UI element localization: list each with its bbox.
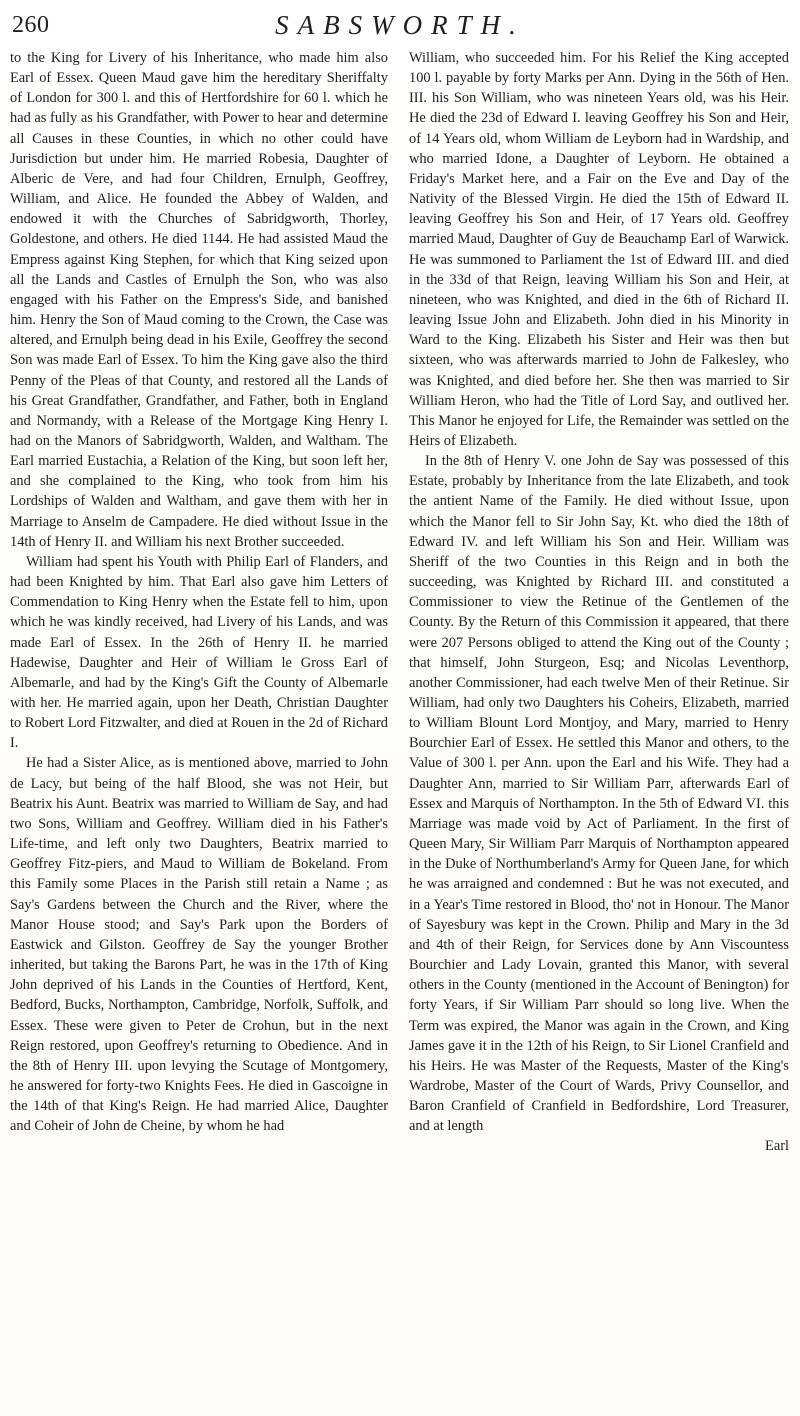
- running-head: SABSWORTH.: [275, 10, 525, 40]
- catchword: Earl: [765, 1138, 789, 1155]
- page-number: 260: [12, 12, 50, 38]
- right-paragraph-1: William, who succeeded him. For his Relief the King accepted 100 l. payable by forty Marks per Ann. Dying in the 56th of Hen. III. his Son William, who was nineteen Years old, was his Heir. He died the 23d of Edward I. leaving Geoffrey his Son and Heir, of 14 Years old, whom William de Leyborn had in Wardship, and who married Idone, a Daughter of Leyborn. He obtained a Friday's Market here, and a Fair on the Eve and Day of the Nativity of the Blessed Virgin. He died the 15th of Edward II. leaving Geoffrey his Son and Heir, of 17 Years old. Geoffrey married Maud, Daughter of Guy de Beauchamp Earl of Warwick. He was summoned to Parliament the 1st of Edward III. and died in the 33d of that Reign, leaving William his Son and Heir, at nineteen, who was Knighted, and died in the 6th of Richard II. leaving Issue John and Elizabeth. John died in his Minority in Ward to the King. Elizabeth his Sister and Heir was then but sixteen, who was afterwards married to John de Falkesley, who was Knighted, and died before her. She then was married to Sir William Heron, who had the Title of Lord Say, and outlived her. This Manor he enjoyed for Life, the Remainder was settled on the Heirs of Elizabeth.: [409, 50, 789, 449]
- right-paragraph-2: In the 8th of Henry V. one John de Say was possessed of this Estate, probably by Inheritance from the late Elizabeth, and took the antient Name of the Family. He died without Issue, upon which the Manor fell to Sir John Say, Kt. who died the 18th of Edward IV. and left William his Son and Heir. William was Sheriff of the two Counties in this Reign and in both the succeeding, was Knighted by Richard III. and constituted a Commissioner to view the Retinue of the Gentlemen of the County. By the Return of this Commission it appeared, that there were 207 Persons obliged to attend the King out of the County ; that himself, John Sturgeon, Esq; and Nicolas Leventhorp, another Commissioner, had each twelve Men of their Retinue. Sir William, had only two Daughters his Coheirs, Elizabeth, married to William Blount Lord Montjoy, and Mary, married to Henry Bourchier Earl of Essex. He settled this Manor and others, to the Value of 300 l. per Ann. upon the Earl and his Wife. They had a Daughter Ann, married to Sir William Parr, afterwards Earl of Essex and Marquis of Northampton. In the 5th of Edward VI. this Marriage was made void by Act of Parliament. In the first of Queen Mary, Sir William Parr Marquis of Northampton appeared in the Duke of Northumberland's Army for Queen Jane, for which he was arraigned and condemned : But he was not executed, and in a Year's Time restored in Blood, tho' not in Honour. The Manor of Sayesbury was kept in the Crown. Philip and Mary in the 3d and 4th of their Reign, for Services done by Ann Viscountess Bourchier and Lady Lovain, granted this Manor, with several others in the County (mentioned in the Account of Benington) for forty Years, if Sir William Parr should so long live. When the Term was expired, the Manor was again in the Crown, and King James gave it in the 12th of his Reign, to Sir Lionel Cranfield and his Heirs. He was Master of the Requests, Master of the King's Wardrobe, Master of the Court of Wards, Privy Counsellor, and Baron Cranfield of Cranfield in Bedfordshire, Lord Treasurer, and at length: [409, 453, 789, 1135]
- text-columns: [10, 48, 788, 1404]
- left-paragraph-2: William had spent his Youth with Philip Earl of Flanders, and had been Knighted by him. That Earl also gave him Letters of Commendation to King Henry when the Estate fell to him, upon which he was kindly received, had Livery of his Lands, and was made Earl of Essex. In the 26th of Henry II. he married Hadewise, Daughter and Heir of William le Gross Earl of Albemarle, and had by the King's Gift the County of Albemarle with her. He married again, upon her Death, Christian Daughter to Robert Lord Fitzwalter, and died at Rouen in the 2d of Richard I.: [10, 553, 388, 752]
- left-paragraph-1: to the King for Livery of his Inheritance, who made him also Earl of Essex. Queen Maud gave him the hereditary Sheriffalty of London for 300 l. and this of Hertfordshire for 60 l. which he had as fully as his Grandfather, with Power to hear and determine all Causes in these Counties, in which no other could have Jurisdiction but under him. He married Robesia, Daughter of Alberic de Vere, and had four Children, Ernulph, Geoffrey, William, and Alice. He founded the Abbey of Walden, and endowed it with the Churches of Sabridgworth, Thorley, Goldestone, and others. He died 1144. He had assisted Maud the Empress against King Stephen, for which that King seized upon all the Lands and Castles of Ernulph the Son, who was also engaged with his Father on the Empress's Side, and banished him. Henry the Son of Maud coming to the Crown, the Case was altered, and Ernulph being dead in his Exile, Geoffrey the second Son was made Earl of Essex. To him the King gave also the third Penny of the Pleas of that County, and restored all the Lands of his Great Grandfather, Grandfather, and Father, both in England and Normandy, with a Release of the Mortgage King Henry I. had on the Manors of Sabridgworth, Walden, and Waltham. The Earl married Eustachia, a Relation of the King, but soon left her, and she complained to the King, who took from him his Lordships of Walden and Waltham, and gave them with her in Marriage to Anselm de Campadere. He died without Issue in the 14th of Henry II. and William his next Brother succeeded.: [10, 50, 388, 550]
- right-column: [409, 48, 789, 1157]
- left-column: [10, 48, 388, 1136]
- left-paragraph-3: He had a Sister Alice, as is mentioned above, married to John de Lacy, but being of the half Blood, she was not Heir, but Beatrix his Aunt. Beatrix was married to William de Say, and had two Sons, William and Geoffrey. William died in his Father's Life-time, and left only two Daughters, Beatrix married to Geoffrey Fitz-piers, and Maud to William de Bokeland. From this Family some Places in the Parish still retain a Name ; as Say's Gardens between the Church and the River, where the Manor House stood; and Say's Park upon the Borders of Eastwick and Gilston. Geoffrey de Say the younger Brother inherited, but taking the Barons Part, he was in the 17th of King John deprived of his Lands in the Counties of Hertford, Kent, Bedford, Bucks, Northampton, Cambridge, Norfolk, Suffolk, and Essex. These were given to Peter de Crohun, but in the next Reign restored, upon Geoffrey's returning to Obedience. And in the 8th of Henry III. upon levying the Scutage of Montgomery, he answered for forty-two Knights Fees. He died in Gascoigne in the 14th of that King's Reign. He had married Alice, Daughter and Coheir of John de Cheine, by whom he had: [10, 755, 388, 1135]
